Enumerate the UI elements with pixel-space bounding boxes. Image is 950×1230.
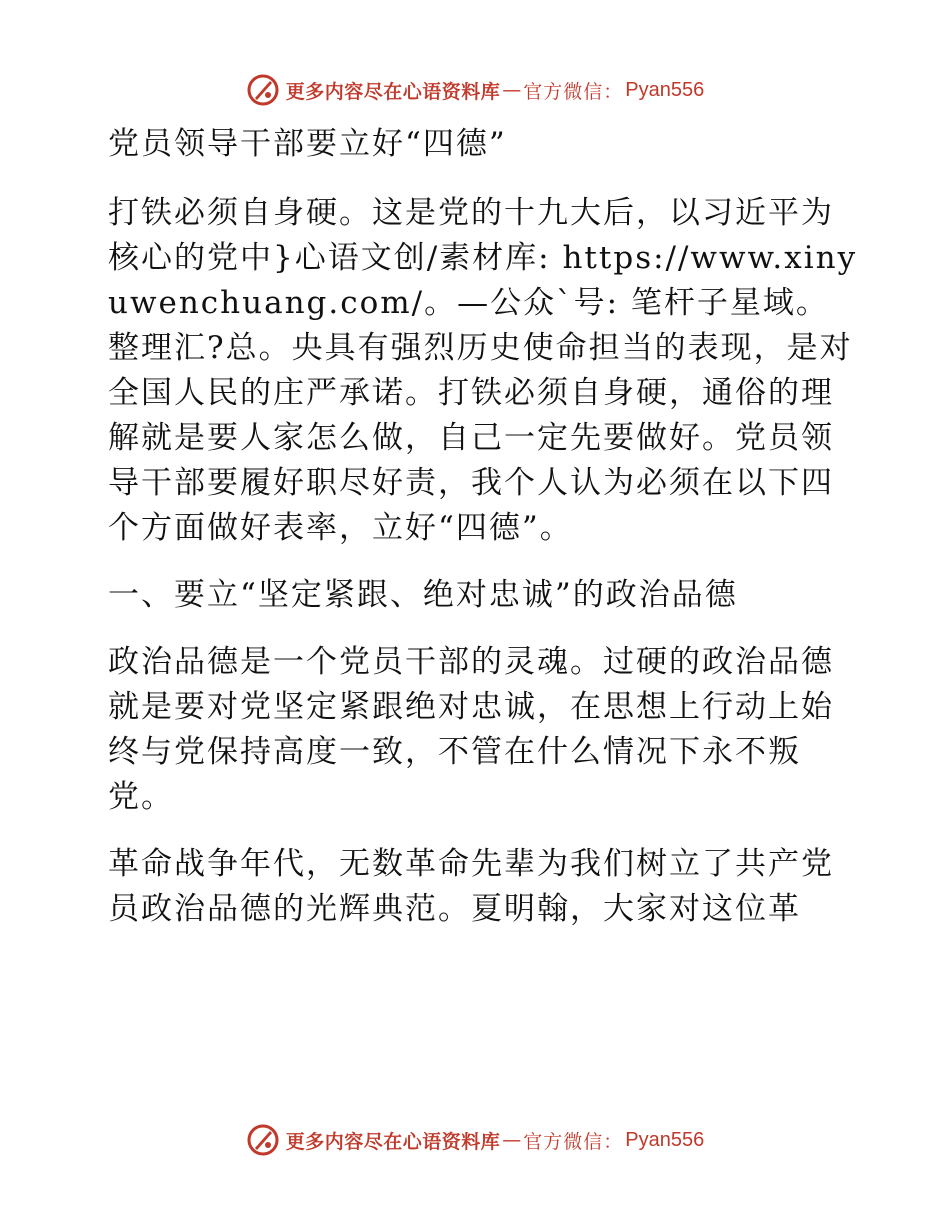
- banner-official-label: 官方微信：: [523, 80, 624, 103]
- banner-wechat-id: Pyan556: [625, 1128, 705, 1151]
- banner-brand-text: 更多内容尽在心语资料库: [285, 1130, 501, 1153]
- paragraph-political-virtue: 政治品德是一个党员干部的灵魂。过硬的政治品德就是要对党坚定紧跟绝对忠诚，在思想上行动上始终与党保持高度一致，不管在什么情况下永不叛党。: [108, 644, 834, 815]
- paragraph-revolution: 革命战争年代，无数革命先辈为我们树立了共产党员政治品德的光辉典范。夏明翰，大家对这位革: [108, 846, 834, 927]
- banner-separator: —: [502, 1129, 522, 1151]
- banner-separator: —: [502, 79, 522, 101]
- paragraph-intro: 打铁必须自身硬。这是党的十九大后，以习近平为核心的党中}心语文创/素材库: https://www.xinyuwenchuang.com/。—公众`号: 笔杆子星域。整理汇?总。央具有强烈历史使命担当的表现，是对全国人民的庄严承诺。打铁必须自身硬，通俗的理解就是要人家怎么做，自己一定先要做好。党员领导干部要履好职尽好责，我个人认为必须在以下四个方面做好表率，立好“四德”。: [108, 195, 858, 546]
- document-body: [98, 122, 858, 932]
- banner-brand-text: 更多内容尽在心语资料库: [285, 80, 501, 103]
- quill-logo-icon: [246, 1123, 280, 1157]
- footer-watermark-banner: [0, 1120, 950, 1160]
- quill-logo-icon: [246, 73, 280, 107]
- document-title: 党员领导干部要立好“四德”: [108, 126, 507, 162]
- banner-wechat-id: Pyan556: [625, 78, 705, 101]
- header-watermark-banner: [0, 70, 950, 110]
- banner-official-label: 官方微信：: [523, 1130, 624, 1153]
- section-heading-1: 一、要立“坚定紧跟、绝对忠诚”的政治品德: [108, 577, 738, 613]
